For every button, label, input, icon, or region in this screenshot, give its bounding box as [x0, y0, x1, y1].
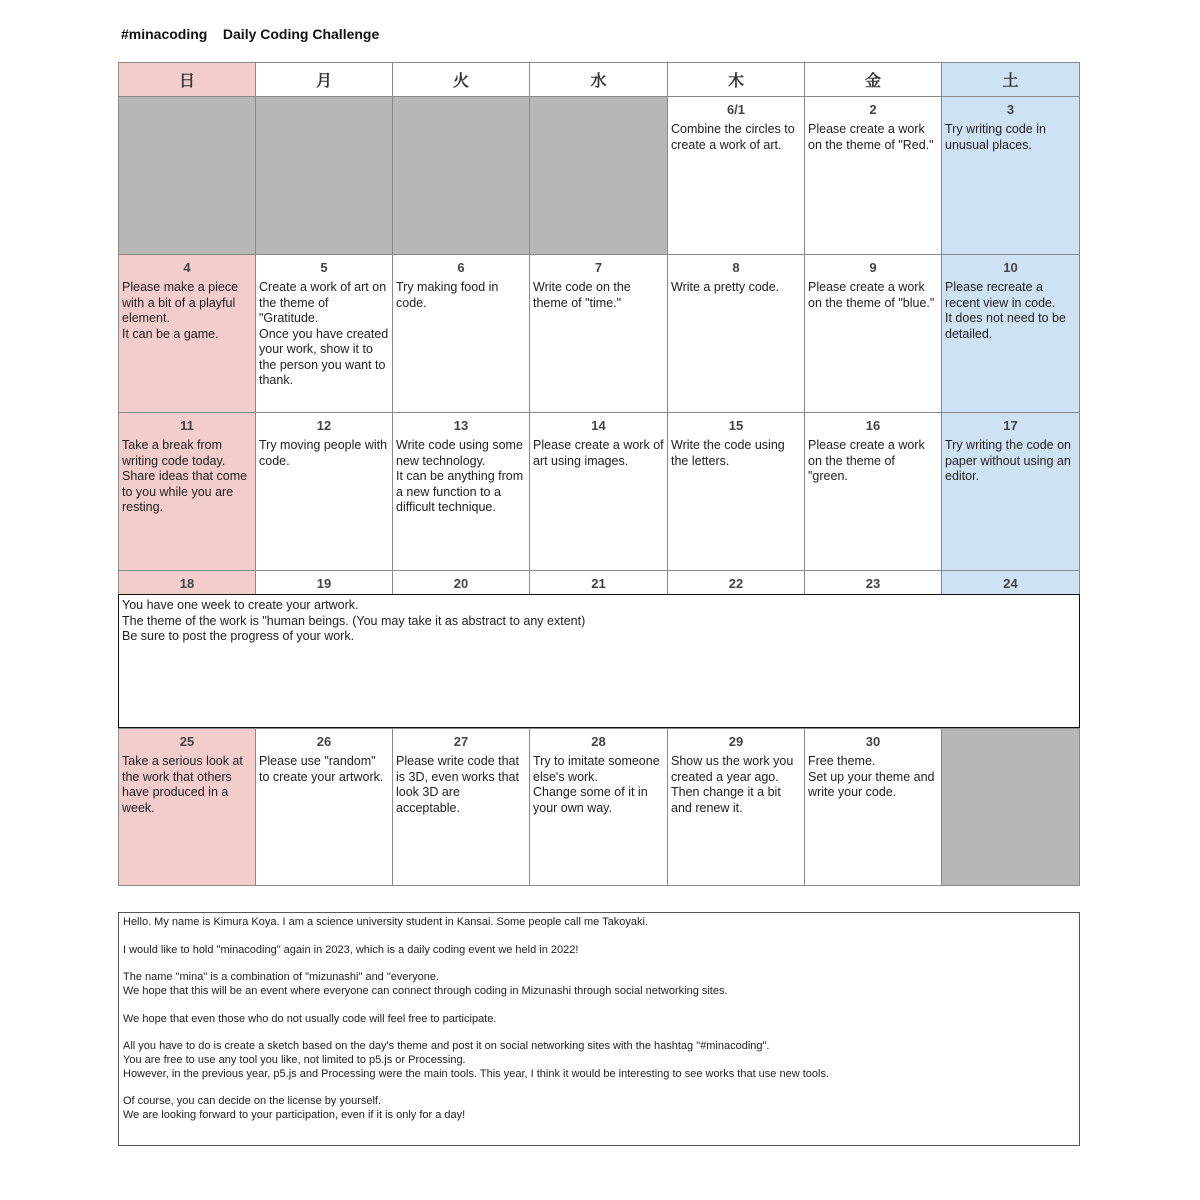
day-cell: [255, 254, 393, 413]
day-cell: [941, 254, 1080, 413]
intro-paragraph: All you have to do is create a sketch based on the day's theme and post it on social networking sites with the hashtag "#minacoding". You are free to use any tool you like, not limited to p5.js or Processing. However, in the previous year, p5.js and Processing were the main tools. This year, I think it would be interesting to see works that use new tools.: [123, 1040, 829, 1080]
day-task: Try to imitate someone else's work. Change some of it in your own way.: [533, 754, 660, 815]
day-cell: [255, 728, 393, 886]
day-cell: [118, 254, 256, 413]
day-task: Please create a work on the theme of "blue.": [808, 280, 935, 310]
day-task: Please write code that is 3D, even works that look 3D are acceptable.: [396, 754, 519, 815]
day-cell: [667, 96, 805, 255]
intro-paragraph: Hello. My name is Kimura Koya. I am a science university student in Kansai. Some people call me Takoyaki.: [123, 916, 648, 928]
day-date: 7: [594, 260, 603, 275]
day-task: Write the code using the letters.: [671, 438, 785, 468]
day-cell: [255, 570, 393, 595]
day-date: 11: [180, 418, 194, 433]
day-task: Combine the circles to create a work of art.: [671, 122, 795, 152]
day-cell: [392, 254, 530, 413]
day-task: Free theme. Set up your theme and write your code.: [808, 754, 935, 799]
day-cell: [804, 728, 942, 886]
day-task: Try writing the code on paper without using an editor.: [945, 438, 1071, 483]
weekday-thu: 木: [667, 62, 805, 97]
day-date: 9: [869, 260, 877, 275]
day-date: 23: [865, 576, 881, 591]
weekday-sun: 日: [118, 62, 256, 97]
day-cell: [941, 96, 1080, 255]
day-date: 3: [1006, 102, 1015, 117]
day-date: 27: [453, 734, 469, 749]
day-date: 28: [591, 734, 606, 749]
page-title: #minacoding Daily Coding Challenge: [121, 26, 380, 42]
day-cell: [118, 412, 256, 571]
empty-day-cell: [941, 728, 1080, 886]
day-cell: [804, 570, 942, 595]
day-cell: [118, 728, 256, 886]
day-cell: [392, 728, 530, 886]
intro-paragraph: We hope that even those who do not usually code will feel free to participate.: [123, 1012, 497, 1025]
day-task: Write code using some new technology. It can be anything from a new function to a difficult technique.: [396, 438, 524, 514]
day-date: 26: [316, 734, 332, 749]
day-date: 10: [1003, 260, 1018, 275]
day-task: Take a serious look at the work that others have produced in a week.: [122, 754, 243, 815]
weekday-wed: 水: [529, 62, 668, 97]
day-date: 13: [453, 418, 469, 433]
day-task: Please use "random" to create your artwork.: [259, 754, 384, 784]
day-cell: [255, 412, 393, 571]
day-date: 18: [179, 576, 195, 591]
day-date: 29: [728, 734, 744, 749]
day-date: 4: [183, 260, 191, 275]
day-task: Please recreate a recent view in code. It does not need to be detailed.: [945, 280, 1066, 341]
day-cell: [941, 570, 1080, 595]
day-cell: [667, 254, 805, 413]
day-date: 12: [316, 418, 332, 433]
day-cell: [118, 570, 256, 595]
intro-box: [118, 912, 1080, 1146]
day-cell: [667, 728, 805, 886]
day-date: 19: [316, 576, 332, 591]
day-date: 14: [591, 418, 606, 433]
day-cell: [941, 412, 1080, 571]
day-date: 5: [320, 260, 328, 275]
day-task: Write code on the theme of "time.": [533, 280, 631, 310]
day-cell: [392, 412, 530, 571]
intro-paragraph: The name "mina" is a combination of "mizunashi" and "everyone. We hope that this will be an event where everyone can connect through coding in Mizunashi through social networking sites.: [123, 971, 728, 997]
empty-day-cell: [118, 96, 256, 255]
day-task: Write a pretty code.: [671, 280, 780, 294]
empty-day-cell: [255, 96, 393, 255]
day-task: Please create a work on the theme of "green.: [808, 438, 925, 483]
intro-paragraph: Of course, you can decide on the license by yourself. We are looking forward to your participation, even if it is only for a day!: [123, 1095, 466, 1122]
day-date: 25: [179, 734, 195, 749]
day-task: Show us the work you created a year ago. Then change it a bit and renew it.: [671, 754, 794, 815]
day-task: Take a break from writing code today. Share ideas that come to you while you are resting.: [122, 438, 248, 514]
day-date: 22: [728, 576, 744, 591]
day-cell: [804, 412, 942, 571]
weekday-tue: 火: [392, 62, 530, 97]
day-date: 6: [457, 260, 465, 275]
day-cell: [529, 570, 668, 595]
day-date: 20: [453, 576, 469, 591]
day-date: 21: [591, 576, 606, 591]
day-cell: [529, 254, 668, 413]
intro-paragraph: I would like to hold "minacoding" again in 2023, which is a daily coding event we held in 2022!: [123, 943, 579, 956]
weekday-mon: 月: [255, 62, 393, 97]
day-date: 30: [865, 734, 881, 749]
calendar-grid: [118, 62, 1080, 886]
day-task: Please create a work of art using images.: [533, 438, 664, 468]
day-cell: [667, 412, 805, 571]
weekday-fri: 金: [804, 62, 942, 97]
day-cell: [804, 254, 942, 413]
day-cell: [529, 412, 668, 571]
day-cell: [804, 96, 942, 255]
day-date: 2: [869, 102, 877, 117]
day-cell: [392, 570, 530, 595]
day-date: 16: [865, 418, 881, 433]
day-date: 24: [1003, 576, 1018, 591]
day-task: Please make a piece with a bit of a playful element. It can be a game.: [122, 280, 239, 341]
day-cell: [667, 570, 805, 595]
weekday-sat: 土: [941, 62, 1080, 97]
day-task: Create a work of art on the theme of "Gratitude. Once you have created your work, show it to the person you want to thank.: [259, 280, 389, 387]
day-date: 17: [1003, 418, 1018, 433]
day-task: Try moving people with code.: [259, 438, 388, 468]
day-task: Please create a work on the theme of "Red.": [808, 122, 934, 152]
day-task: Try making food in code.: [396, 280, 499, 310]
day-date: 8: [732, 260, 740, 275]
day-date: 15: [728, 418, 744, 433]
day-date: 6/1: [726, 102, 746, 117]
day-task: Try writing code in unusual places.: [945, 122, 1046, 152]
week-challenge-box: You have one week to create your artwork. The theme of the work is "human beings. (You may take it as abstract to any extent) Be sure to post the progress of your work.: [118, 594, 1080, 728]
day-cell: [529, 728, 668, 886]
empty-day-cell: [529, 96, 668, 255]
empty-day-cell: [392, 96, 530, 255]
